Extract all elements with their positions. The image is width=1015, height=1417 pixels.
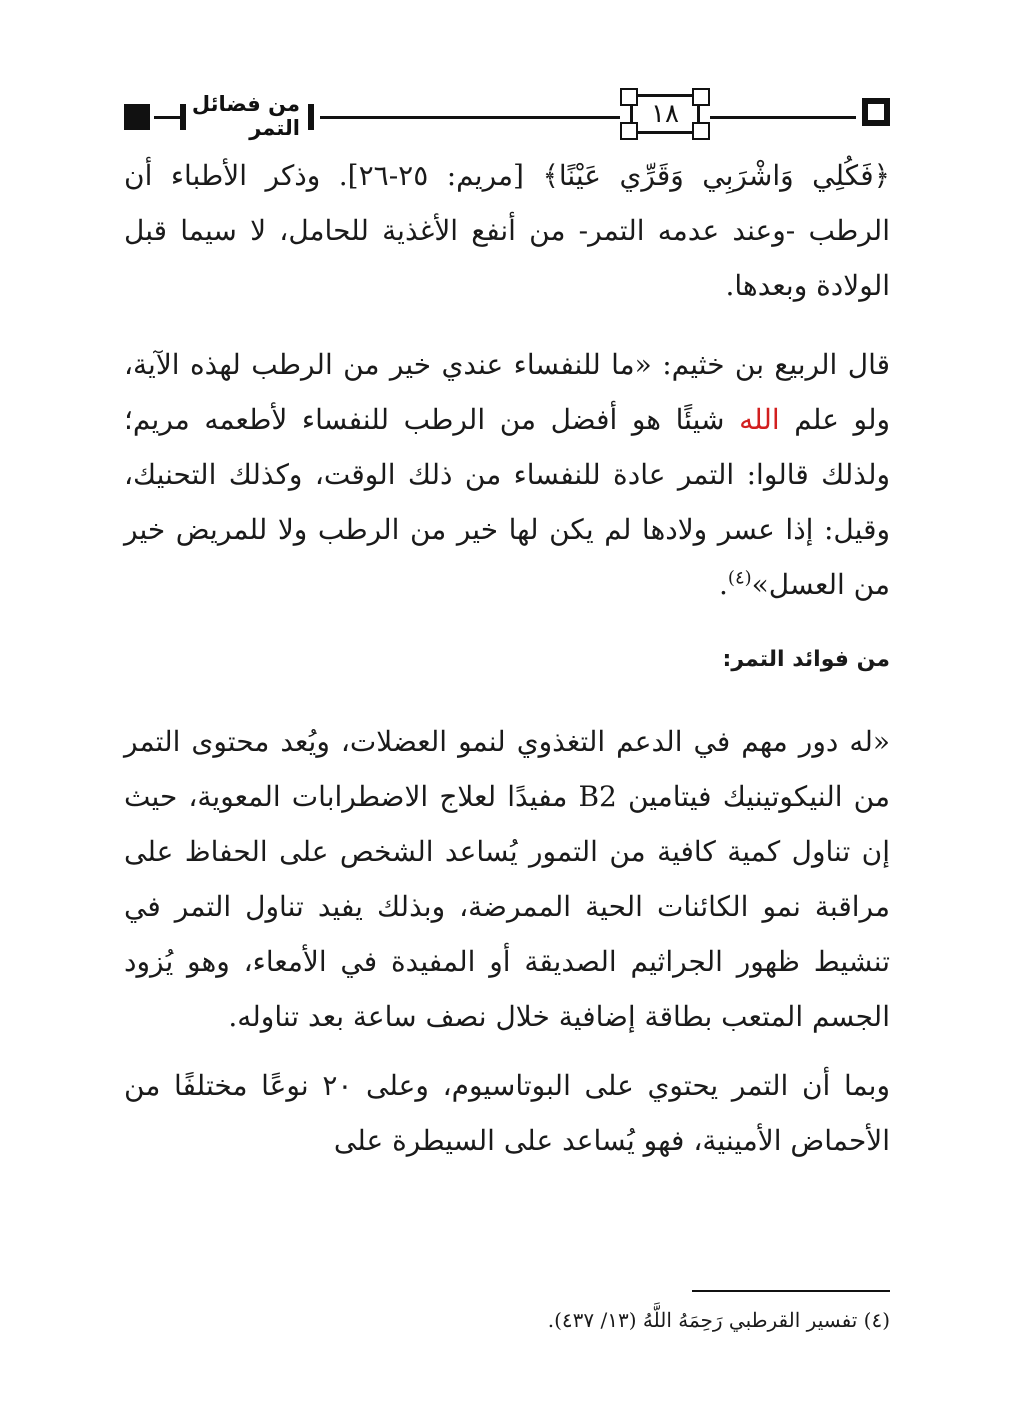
running-section-title-box	[190, 92, 300, 140]
page-number: ١٨	[651, 99, 679, 129]
paragraph-4: وبما أن التمر يحتوي على البوتاسيوم، وعلى ٢٠ نوعًا مختلفًا من الأحماض الأمينية، فهو يُساعد على السيطرة على	[124, 1069, 891, 1157]
paragraph-2-text-a: قال الربيع بن خثيم: «ما للنفساء عندي خير من الرطب لهذه الآية، ولو علم	[124, 348, 890, 436]
footnote-separator	[692, 1290, 890, 1292]
paragraph-2-end: .	[719, 568, 728, 601]
page-header	[124, 88, 890, 146]
running-section-title: من فضائل التمر	[191, 92, 300, 140]
header-rule-right	[710, 116, 856, 119]
header-rule-left	[320, 116, 620, 119]
paragraph-2	[124, 337, 890, 612]
footnote: (٤) تفسير القرطبي رَحِمَهُ اللَّهُ (١٣/ ٤٣٧).	[547, 1308, 890, 1332]
section-subheading: من فوائد التمر:	[722, 647, 890, 672]
page-number-frame	[620, 88, 710, 140]
header-ornament-right-square	[862, 98, 890, 126]
header-ornament-left-bar	[180, 104, 186, 130]
quran-verse: ﴿فَكُلِي وَاشْرَبِي وَقَرِّي عَيْنًا﴾	[542, 159, 890, 192]
paragraph-3: «له دور مهم في الدعم التغذوي لنمو العضلات، ويُعد محتوى التمر من النيكوتينيك فيتامين B2 مفيدًا لعلاج الاضطرابات المعوية، حيث إن تناول كمية كافية من التمور يُساعد الشخص على الحفاظ على مراقبة نمو الكائنات الحية الممرضة، وبذلك يفيد تناول التمر في تنشيط ظهور الجراثيم الصديقة أو المفيدة في الأمعاء، وهو يُزود الجسم المتعب بطاقة إضافية خلال نصف ساعة بعد تناوله.	[124, 725, 890, 1033]
paragraph-1-text: [مريم: ٢٥-٢٦]. وذكر الأطباء أن الرطب -وعند عدمه التمر- من أنفع الأغذية للحامل، لا سيما قبل الولادة وبعدها.	[124, 159, 890, 302]
header-ornament-left-block	[124, 104, 150, 130]
divine-name: الله	[739, 403, 780, 436]
paragraph-1	[124, 148, 890, 313]
header-title-divider	[308, 104, 314, 130]
paragraph-2-text-b: شيئًا هو أفضل من الرطب للنفساء لأطعمه مريم؛ ولذلك قالوا: التمر عادة للنفساء من ذلك الوقت، وكذلك التحنيك، وقيل: إذا عسر ولادها لم يكن لها خير من الرطب ولا للمريض خير من العسل»	[124, 403, 890, 601]
footnote-reference: (٤)	[727, 567, 752, 589]
page-body	[124, 148, 890, 1168]
